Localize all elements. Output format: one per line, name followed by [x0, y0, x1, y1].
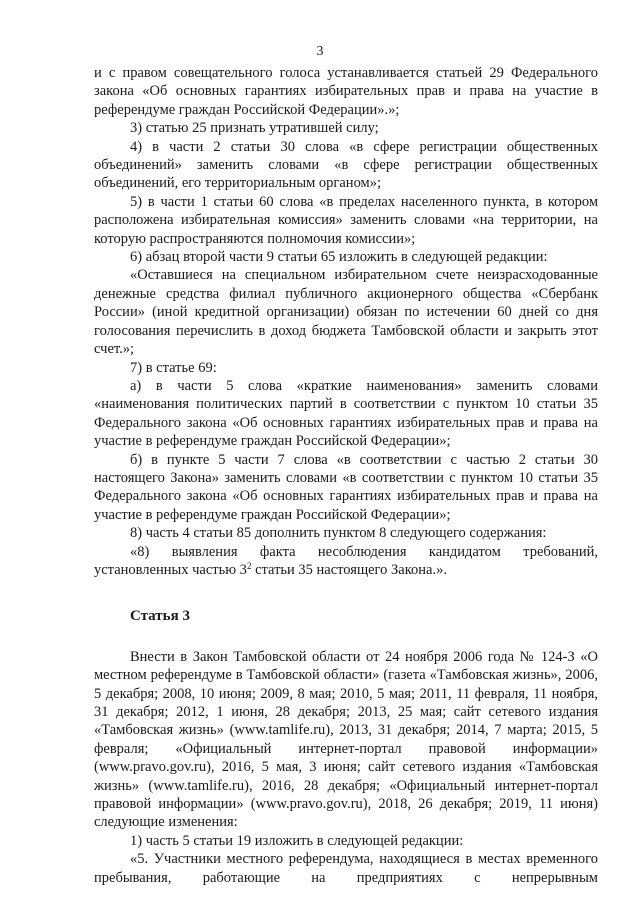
document-body [94, 64, 598, 887]
paragraph: 6) абзац второй части 9 статьи 65 изложить в следующей редакции: [130, 249, 548, 266]
paragraph: б) в пункте 5 части 7 слова «в соответствии с частью 2 статьи 30 настоящего Закона» заменить словами «в соответствии с пунктом 10 статьи 35 Федерального закона «Об основных гарантиях избирательных прав и права на участие в референдуме граждан Российской Федерации»; [94, 451, 598, 523]
paragraph-item-8 [94, 543, 598, 580]
item8-text-before: «8) выявления факта несоблюдения кандидатом требований, установленных частью 3 [94, 543, 598, 578]
article-heading: Статья 3 [130, 608, 190, 625]
paragraph: «Оставшиеся на специальном избирательном счете неизрасходованные денежные средства филиал публичного акционерного общества «Сбербанк России» (иной кредитной организации) обязан по истечении 60 дней со дня голосования перечислить в доход бюджета Тамбовской области и закрыть этот счет.»; [94, 267, 598, 358]
paragraph: «5. Участники местного референдума, находящиеся в местах временного пребывания, работающие на предприятиях с непрерывным [94, 851, 598, 886]
paragraph: 8) часть 4 статьи 85 дополнить пунктом 8 следующего содержания: [130, 525, 547, 542]
paragraph: 3) статью 25 признать утратившей силу; [130, 120, 379, 137]
paragraph: а) в части 5 слова «краткие наименования» заменить словами «наименования политических партий в соответствии с пунктом 10 статьи 35 Федерального закона «Об основных гарантиях избирательных прав и права на участие в референдуме граждан Российской Федерации»; [94, 377, 598, 450]
paragraph: и с правом совещательного голоса устанавливается статьей 29 Федерального закона «Об основных гарантиях избирательных прав и права на участие в референдуме граждан Российской Федерации».»; [94, 65, 598, 118]
paragraph: 1) часть 5 статьи 19 изложить в следующей редакции: [130, 832, 464, 849]
paragraph: 5) в части 1 статьи 60 слова «в пределах населенного пункта, в котором расположена избирательная комиссия» заменить словами «на территории, на которую распространяются полномочия комиссии»; [94, 193, 598, 247]
item8-text-after: статьи 35 настоящего Закона.». [251, 561, 447, 578]
superscript: 2 [246, 560, 252, 571]
paragraph: 7) в статье 69: [130, 359, 217, 376]
paragraph: 4) в части 2 статьи 30 слова «в сфере регистрации общественных объединений» заменить словами «в сфере регистрации общественных объединений, его территориальным органом»; [94, 138, 598, 192]
paragraph: Внести в Закон Тамбовской области от 24 ноября 2006 года № 124-З «О местном референдуме в Тамбовской области» (газета «Тамбовская жизнь», 2006, 5 декабря; 2008, 10 июня; 2009, 8 мая; 2010, 5 мая; 2011, 11 февраля, 11 ноября, 31 декабря; 2012, 1 июня, 28 декабря; 2013, 25 мая; сайт сетевого издания «Тамбовская жизнь» (www.tamlife.ru), 2013, 31 декабря; 2014, 7 марта; 2015, 5 февраля; «Официальный интернет-портал правовой информации» (www.pravo.gov.ru), 2016, 5 мая, 3 июня; сайт сетевого издания «Тамбовская жизнь» (www.tamlife.ru), 2016, 28 декабря; «Официальный интернет-портал правовой информации» (www.pravo.gov.ru), 2018, 26 декабря; 2019, 11 июня) следующие изменения: [94, 648, 598, 831]
page-number: 3 [316, 44, 324, 59]
